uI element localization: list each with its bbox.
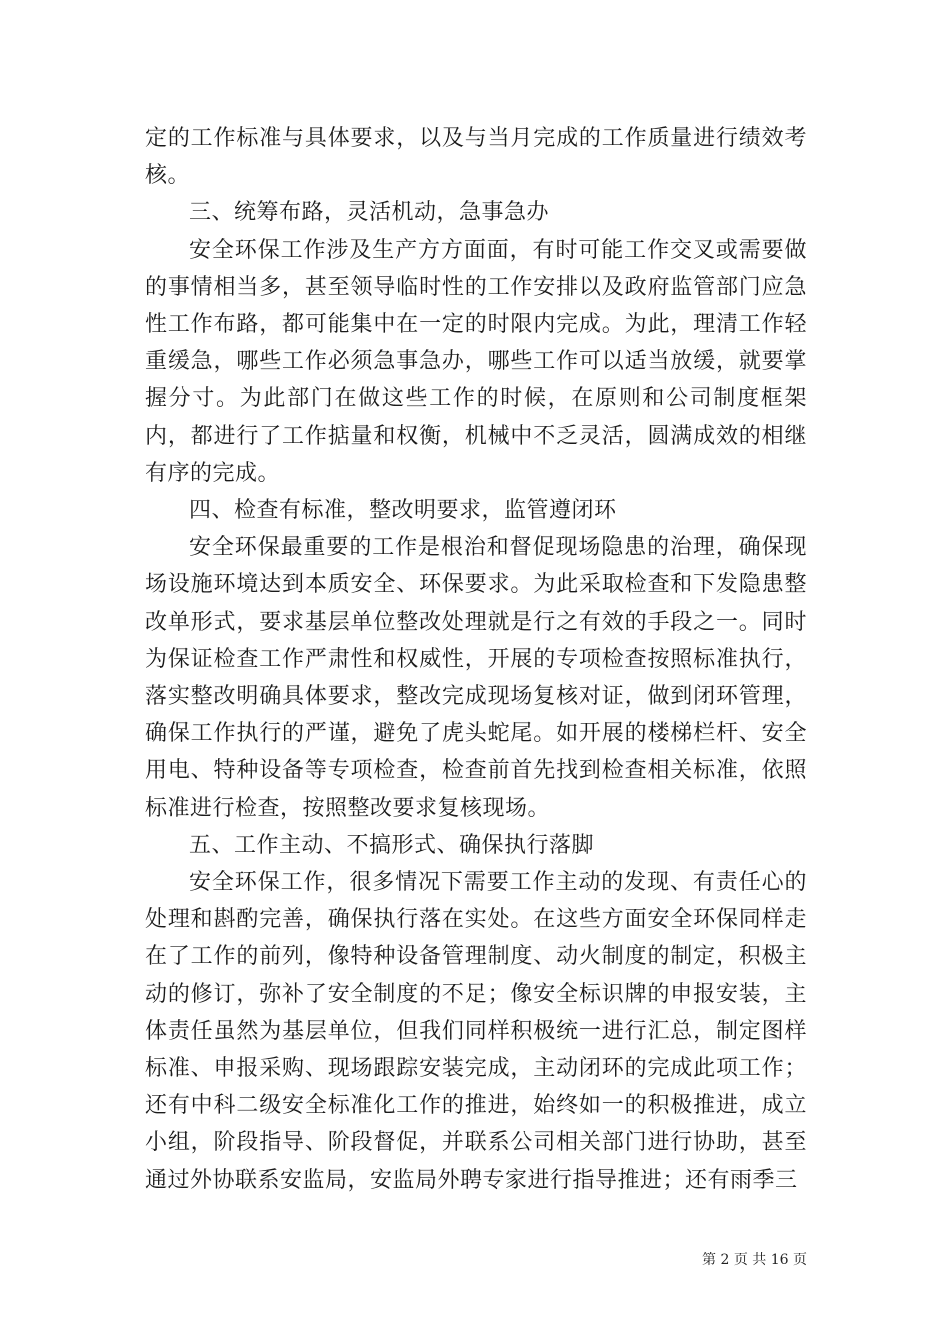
document-body <box>145 120 807 1199</box>
page-number-footer: 第 2 页 共 16 页 <box>702 1252 807 1268</box>
paragraph-continuation: 定的工作标准与具体要求，以及与当月完成的工作质量进行绩效考核。 <box>145 126 807 189</box>
section-heading-5: 五、工作主动、不搞形式、确保执行落脚 <box>189 832 595 858</box>
paragraph-section-5: 安全环保工作，很多情况下需要工作主动的发现、有责任心的处理和斟酌完善，确保执行落在实处。在这些方面安全环保同样走在了工作的前列，像特种设备管理制度、动火制度的制定，积极主动的修订，弥补了安全制度的不足；像安全标识牌的申报安装，主体责任虽然为基层单位，但我们同样积极统一进行汇总，制定图样标准、申报采购、现场跟踪安装完成，主动闭环的完成此项工作；还有中科二级安全标准化工作的推进，始终如一的积极推进，成立小组，阶段指导、阶段督促，并联系公司相关部门进行协助，甚至通过外协联系安监局，安监局外聘专家进行指导推进；还有雨季三 <box>145 870 807 1193</box>
paragraph-section-4: 安全环保最重要的工作是根治和督促现场隐患的治理，确保现场设施环境达到本质安全、环保要求。为此采取检查和下发隐患整改单形式，要求基层单位整改处理就是行之有效的手段之一。同时为保证检查工作严肃性和权威性，开展的专项检查按照标准执行，落实整改明确具体要求，整改完成现场复核对证，做到闭环管理，确保工作执行的严谨，避免了虎头蛇尾。如开展的楼梯栏杆、安全用电、特种设备等专项检查，检查前首先找到检查相关标准，依照标准进行检查，按照整改要求复核现场。 <box>145 535 807 821</box>
section-heading-3: 三、统筹布路，灵活机动，急事急办 <box>189 200 550 226</box>
paragraph-section-3: 安全环保工作涉及生产方方面面，有时可能工作交叉或需要做的事情相当多，甚至领导临时性的工作安排以及政府监管部门应急性工作布路，都可能集中在一定的时限内完成。为此，理清工作轻重缓急，哪些工作必须急事急办，哪些工作可以适当放缓，就要掌握分寸。为此部门在做这些工作的时候，在原则和公司制度框架内，都进行了工作掂量和权衡，机械中不乏灵活，圆满成效的相继有序的完成。 <box>145 237 807 486</box>
section-heading-4: 四、检查有标准，整改明要求，监管遵闭环 <box>189 498 617 524</box>
